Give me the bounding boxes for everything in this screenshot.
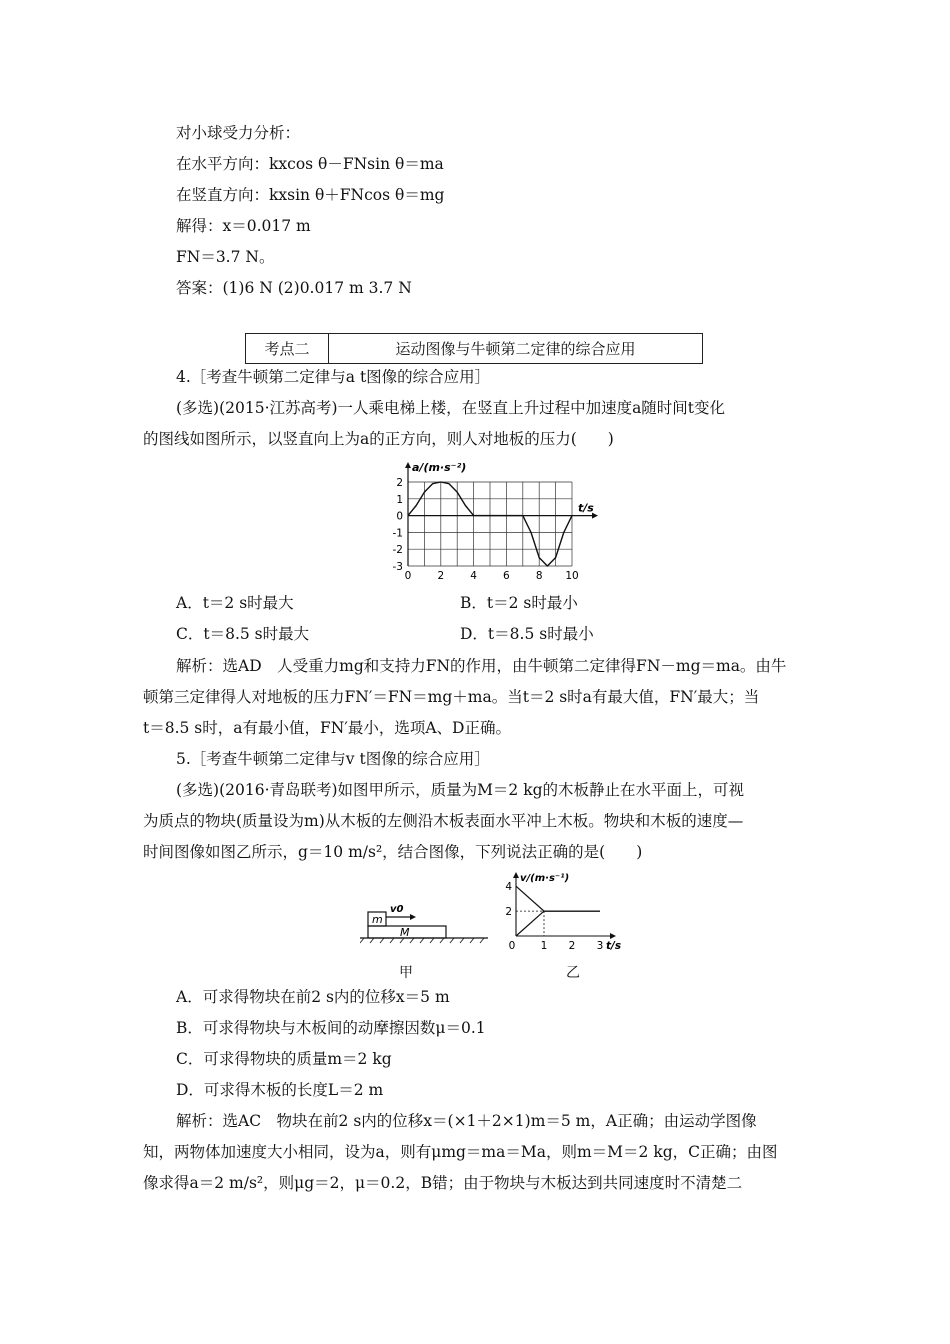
ground-hatch (360, 938, 484, 943)
answer-line: 解析：选AC 物块在前2 s内的位移x＝(×1＋2×1)m＝5 m，A正确；由运动学图像 (176, 1112, 757, 1130)
question-stem: 的图线如图所示，以竖直向上为a的正方向，则人对地板的压力( ) (143, 430, 614, 448)
answer-line: 像求得a＝2 m/s²，则μg＝2，μ＝0.2，B错；由于物块与木板达到共同速度时不清楚二 (143, 1174, 743, 1192)
x-tick-label: 0 (508, 940, 516, 952)
y-tick-label: -1 (392, 527, 403, 540)
y-axis-label: a/(m·s⁻²) (412, 461, 467, 474)
x-tick-label: 2 (437, 570, 445, 582)
option-b: B．可求得物块与木板间的动摩擦因数μ＝0.1 (176, 1019, 486, 1037)
option-a: A．可求得物块在前2 s内的位移x＝5 m (176, 988, 450, 1006)
x-tick-label: 0 (404, 570, 412, 582)
question-stem: (多选)(2016·青岛联考)如图甲所示，质量为M＝2 kg的木板静止在水平面上，可视 (176, 781, 745, 799)
y-axis-arrow (405, 462, 411, 468)
x-axis-label: t/s (578, 501, 594, 515)
section-box (245, 333, 703, 364)
section-label: 考点二 (246, 334, 329, 363)
answer-line: 解析：选AD 人受重力mg和支持力FN的作用，由牛顿第二定律得FN－mg＝ma。由牛 (176, 657, 787, 675)
answer-line: t＝8.5 s时，a有最小值，FN′最小，选项A、D正确。 (143, 719, 511, 737)
caption-jia: 甲 (399, 965, 413, 981)
option-c: C．可求得物块的质量m＝2 kg (176, 1050, 392, 1068)
question-stem: 时间图像如图乙所示，g＝10 m/s²，结合图像，下列说法正确的是( ) (143, 843, 643, 861)
option-c: C．t＝8.5 s时最大 (176, 625, 310, 643)
x-tick-label: 10 (565, 570, 579, 582)
v0-label: v0 (390, 904, 404, 915)
y-tick-label: 2 (396, 477, 403, 489)
text-line: 在竖直方向：kxsin θ＋FNcos θ＝mg (176, 186, 445, 204)
x-tick-label: 1 (540, 940, 548, 952)
y-axis-label: v/(m·s⁻¹) (520, 873, 570, 884)
section-title: 运动图像与牛顿第二定律的综合应用 (395, 340, 636, 358)
series-line-block (516, 886, 600, 911)
answer-line: 顿第三定律得人对地板的压力FN′＝FN＝mg＋ma。当t＝2 s时a有最大值，FN′最大；当 (143, 688, 760, 706)
x-tick-label: 6 (503, 570, 510, 582)
text-line: 在水平方向：kxcos θ－FNsin θ＝ma (176, 155, 444, 173)
y-tick-label: 0 (396, 510, 403, 523)
v0-arrowhead (410, 914, 416, 920)
question-stem: (多选)(2015·江苏高考)一人乘电梯上楼，在竖直上升过程中加速度a随时间t变化 (176, 399, 726, 417)
y-tick-label: 1 (396, 493, 403, 506)
question-stem: 为质点的物块(质量设为m)从木板的左侧沿木板表面水平冲上木板。物块和木板的速度— (143, 812, 744, 830)
board-M-label: M (400, 926, 410, 939)
text-line: FN＝3.7 N。 (176, 248, 275, 266)
y-tick-label: 2 (505, 906, 512, 919)
option-d: D．t＝8.5 s时最小 (460, 625, 594, 643)
x-tick-label: 4 (470, 570, 477, 582)
x-axis-label: t/s (606, 940, 622, 952)
text-line: 解得：x＝0.017 m (176, 217, 311, 235)
option-d: D．可求得木板的长度L＝2 m (176, 1081, 384, 1099)
x-tick-label: 8 (535, 570, 543, 582)
series-line-board (516, 911, 600, 936)
text-line: 答案：(1)6 N (2)0.017 m 3.7 N (176, 279, 412, 297)
y-tick-label: -2 (392, 544, 403, 557)
text-line: 对小球受力分析： (176, 124, 301, 142)
x-axis-arrow (610, 933, 616, 939)
caption-yi: 乙 (566, 965, 580, 981)
y-tick-label: 4 (505, 881, 512, 894)
answer-line: 知，两物体加速度大小相同，设为a，则有μmg＝ma＝Ma，则m＝M＝2 kg，C正确；由图 (143, 1143, 778, 1161)
x-tick-label: 2 (568, 940, 576, 952)
option-b: B．t＝2 s时最小 (460, 594, 578, 612)
question-header: 4.［考查牛顿第二定律与a t图像的综合应用］ (176, 368, 491, 386)
block-m-label: m (372, 913, 383, 926)
y-tick-label: -3 (392, 561, 403, 573)
y-axis-arrow (513, 872, 519, 878)
v-t-chart (500, 870, 640, 956)
x-tick-label: 3 (596, 940, 604, 952)
option-a: A．t＝2 s时最大 (176, 594, 294, 612)
block-board-diagram (360, 900, 490, 950)
a-t-chart (370, 458, 610, 586)
question-header: 5.［考查牛顿第二定律与v t图像的综合应用］ (176, 750, 490, 768)
